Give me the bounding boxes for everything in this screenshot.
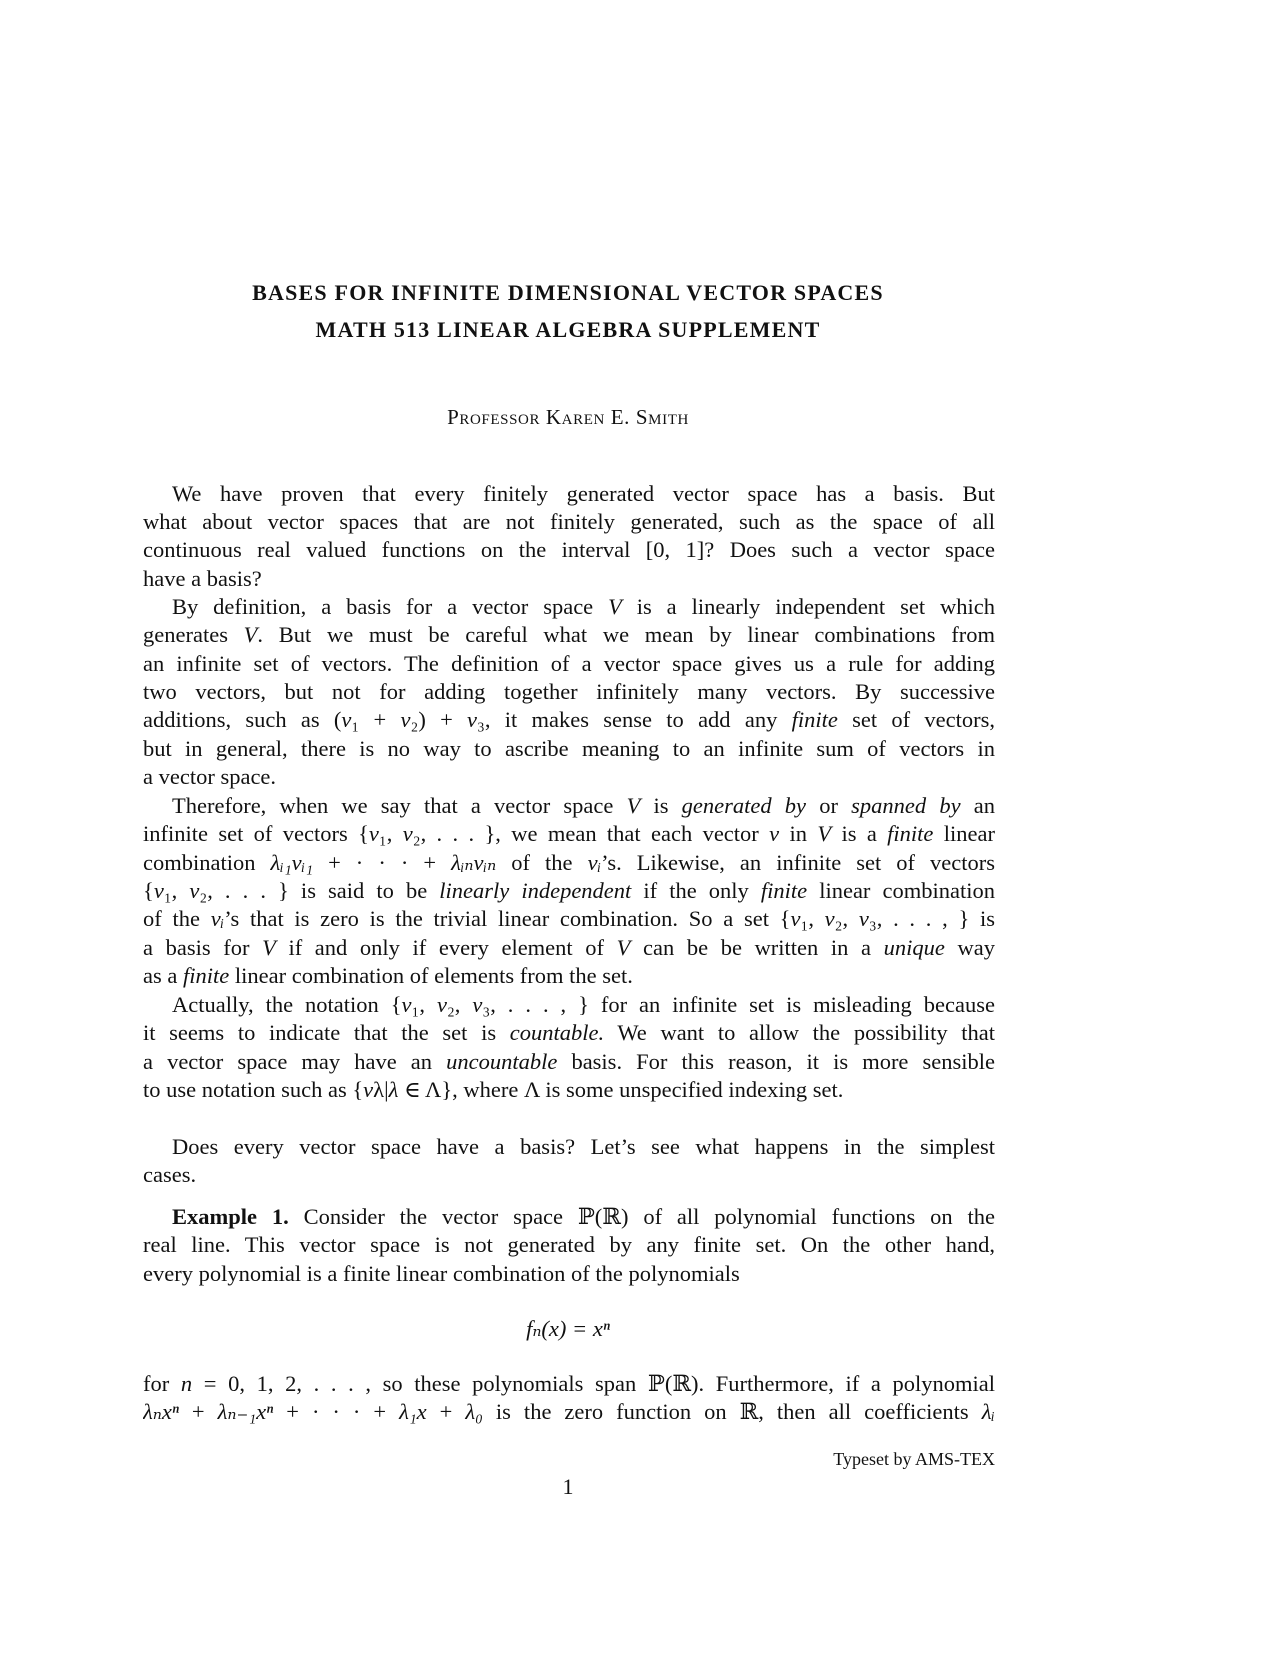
text-segment: We want to allow the possibility that xyxy=(604,1020,995,1045)
text-segment: v xyxy=(189,878,200,903)
text-segment: countable. xyxy=(509,1020,605,1045)
text-segment: v xyxy=(363,1077,374,1102)
text-segment: as a xyxy=(143,963,183,988)
text-segment: spanned by xyxy=(851,793,961,818)
text-segment: λᵢ₁vᵢ₁ xyxy=(270,850,314,875)
text-line xyxy=(143,1161,995,1189)
text-line xyxy=(143,650,995,678)
text-segment: v xyxy=(368,821,379,846)
title-line-1: BASES FOR INFINITE DIMENSIONAL VECTOR SPACES xyxy=(252,280,884,305)
text-segment: λ₁x xyxy=(399,1399,427,1424)
text-segment: Therefore, when we say that a vector space xyxy=(172,793,627,818)
text-segment: is a xyxy=(831,821,888,846)
text-line xyxy=(143,1019,995,1047)
text-segment: combination xyxy=(143,850,271,875)
text-segment: V xyxy=(626,793,641,818)
text-segment: v xyxy=(467,707,478,732)
text-segment: ₂, . . . }, we mean that each vector xyxy=(412,821,770,846)
text-line xyxy=(143,934,995,962)
text-segment: way xyxy=(944,935,995,960)
text-segment: in xyxy=(779,821,818,846)
text-line xyxy=(143,1076,995,1104)
typeset-note: Typeset by AMS-TEX xyxy=(833,1449,995,1469)
text-segment: unique xyxy=(883,935,945,960)
text-line xyxy=(143,849,995,877)
text-segment: v xyxy=(472,992,483,1017)
text-segment: v xyxy=(153,878,164,903)
author: Professor Karen E. Smith xyxy=(447,405,689,429)
text-segment: real line. This vector space is not generated by any finite set. On the other hand, xyxy=(143,1232,995,1257)
text-segment: basis. For this reason, it is more sensible xyxy=(557,1049,995,1074)
text-line xyxy=(143,962,995,990)
text-line xyxy=(143,1370,995,1398)
text-segment: of the xyxy=(496,850,588,875)
text-segment: of the xyxy=(143,906,211,931)
text-segment: continuous real valued functions on the interval [0, 1]? Does such a vector space xyxy=(143,537,995,562)
text-segment: . But we must be careful what we mean by linear combinations from xyxy=(257,622,995,647)
example-label: Example 1. xyxy=(172,1204,289,1229)
text-segment: finite xyxy=(182,963,230,988)
text-segment: it seems to indicate that the set is xyxy=(143,1020,510,1045)
text-line xyxy=(143,678,995,706)
text-segment: ₂) + xyxy=(410,707,468,732)
text-segment: v xyxy=(400,707,411,732)
text-line xyxy=(143,536,995,564)
text-line xyxy=(172,792,995,820)
text-segment: ’s. Likewise, an infinite set of vectors xyxy=(601,850,995,875)
text-segment: ’s that is zero is the trivial linear combination. So a set { xyxy=(224,906,791,931)
text-segment: if and only if every element of xyxy=(275,935,617,960)
text-segment: a vector space. xyxy=(143,764,277,789)
text-segment: { xyxy=(143,878,154,903)
text-line xyxy=(172,593,995,621)
text-segment: By definition, a basis for a vector space xyxy=(172,594,609,619)
text-line xyxy=(172,1133,995,1161)
equation: fₙ(x) = xⁿ xyxy=(526,1316,610,1341)
text-segment: ₁, xyxy=(378,821,403,846)
text-segment: an xyxy=(960,793,995,818)
text-segment: ₁ + xyxy=(351,707,401,732)
text-line xyxy=(143,1398,995,1426)
text-segment: ₃, . . . , } for an infinite set is misleading because xyxy=(482,992,995,1017)
text-segment: but in general, there is no way to ascribe meaning to an infinite sum of vectors in xyxy=(143,736,995,761)
text-segment: ₃, . . . , } is xyxy=(868,906,995,931)
text-segment: linear combination xyxy=(807,878,995,903)
text-segment: a basis for xyxy=(143,935,263,960)
text-line xyxy=(143,1048,995,1076)
text-segment: | xyxy=(384,1077,389,1102)
text-segment: is a linearly independent set which xyxy=(621,594,995,619)
text-segment: linear combination of elements from the set. xyxy=(229,963,633,988)
text-segment: ₁, xyxy=(411,992,437,1017)
text-segment: ₂, xyxy=(446,992,473,1017)
text-segment: vᵢ xyxy=(210,906,225,931)
text-segment: ₁, xyxy=(800,906,825,931)
text-line xyxy=(172,991,995,1019)
text-line xyxy=(143,905,995,933)
page-number: 1 xyxy=(562,1474,574,1499)
text-segment: V xyxy=(243,622,258,647)
text-segment: ₁, xyxy=(163,878,190,903)
text-segment: λₙxⁿ xyxy=(143,1399,179,1424)
text-segment: every polynomial is a finite linear combination of the polynomials xyxy=(143,1261,740,1286)
text-segment: infinite set of vectors { xyxy=(143,821,369,846)
text-segment: linearly independent xyxy=(439,878,632,903)
text-line xyxy=(143,706,995,734)
text-line xyxy=(143,565,995,593)
text-segment: cases. xyxy=(143,1162,197,1187)
text-segment: v xyxy=(769,821,780,846)
text-segment: for xyxy=(143,1371,181,1396)
text-segment: an infinite set of vectors. The definition of a vector space gives us a rule for adding xyxy=(143,651,995,676)
text-segment: λ xyxy=(373,1077,385,1102)
text-segment: V xyxy=(608,594,622,619)
text-segment: finite xyxy=(791,707,838,732)
text-segment: = 0, 1, 2, . . . , so these polynomials span ℙ(ℝ). Furthermore, if a polynomial xyxy=(192,1371,995,1396)
text-segment: v xyxy=(436,992,447,1017)
text-segment: linear xyxy=(933,821,995,846)
text-line xyxy=(143,1260,995,1288)
text-segment: V xyxy=(262,935,276,960)
text-segment: vᵢ xyxy=(587,850,602,875)
text-segment: ₃, it makes sense to add any xyxy=(477,707,792,732)
text-segment: is xyxy=(640,793,682,818)
text-segment: or xyxy=(806,793,852,818)
text-line xyxy=(143,621,995,649)
text-segment: two vectors, but not for adding together infinitely many vectors. By successive xyxy=(143,679,995,704)
text-segment: λₙ₋₁xⁿ xyxy=(217,1399,274,1424)
text-segment: + · · · + xyxy=(313,850,452,875)
text-segment: finite xyxy=(760,878,808,903)
text-segment: v xyxy=(401,992,412,1017)
text-segment: set of vectors, xyxy=(837,707,995,732)
text-segment: generates xyxy=(143,622,244,647)
text-segment: + xyxy=(178,1399,218,1424)
text-segment: + xyxy=(426,1399,466,1424)
text-line xyxy=(143,508,995,536)
text-segment: generated by xyxy=(681,793,807,818)
text-segment: additions, such as ( xyxy=(143,707,342,732)
text-segment: λᵢ xyxy=(981,1399,995,1424)
text-segment: Actually, the notation { xyxy=(172,992,402,1017)
text-segment: uncountable xyxy=(446,1049,558,1074)
text-segment: λᵢₙvᵢₙ xyxy=(451,850,497,875)
text-segment: what about vector spaces that are not finitely generated, such as the space of all xyxy=(143,509,995,534)
text-segment: v xyxy=(341,707,352,732)
text-segment: v xyxy=(858,906,869,931)
text-line xyxy=(172,1203,995,1231)
text-segment: have a basis? xyxy=(143,566,262,591)
text-line xyxy=(143,877,995,905)
text-segment: n xyxy=(180,1371,193,1396)
text-segment: λ xyxy=(388,1077,399,1102)
text-line xyxy=(143,1231,995,1259)
text-segment: to use notation such as { xyxy=(143,1077,364,1102)
text-segment: λ₀ xyxy=(465,1399,483,1424)
text-segment: v xyxy=(790,906,801,931)
title-line-2: MATH 513 LINEAR ALGEBRA SUPPLEMENT xyxy=(315,317,821,342)
text-segment: v xyxy=(824,906,835,931)
text-segment: V xyxy=(616,935,631,960)
text-segment: Consider the vector space ℙ(ℝ) of all polynomial functions on the xyxy=(288,1204,995,1229)
text-line xyxy=(143,820,995,848)
text-line xyxy=(143,735,995,763)
text-segment: ₂, . . . } is said to be xyxy=(199,878,440,903)
text-segment: can be be written in a xyxy=(630,935,884,960)
text-segment: a vector space may have an xyxy=(143,1049,447,1074)
text-segment: v xyxy=(402,821,413,846)
text-line xyxy=(172,480,995,508)
text-segment: if the only xyxy=(631,878,761,903)
text-segment: is the zero function on ℝ, then all coefficients xyxy=(482,1399,982,1424)
text-segment: V xyxy=(817,821,832,846)
text-segment: + · · · + xyxy=(273,1399,400,1424)
text-segment: ∈ Λ}, where Λ is some unspecified indexing set. xyxy=(398,1077,844,1102)
text-line xyxy=(143,763,995,791)
text-segment: We have proven that every finitely generated vector space has a basis. But xyxy=(172,481,995,506)
text-segment: Does every vector space have a basis? Let’s see what happens in the simplest xyxy=(172,1134,995,1159)
text-segment: finite xyxy=(887,821,934,846)
text-segment: ₂, xyxy=(834,906,859,931)
